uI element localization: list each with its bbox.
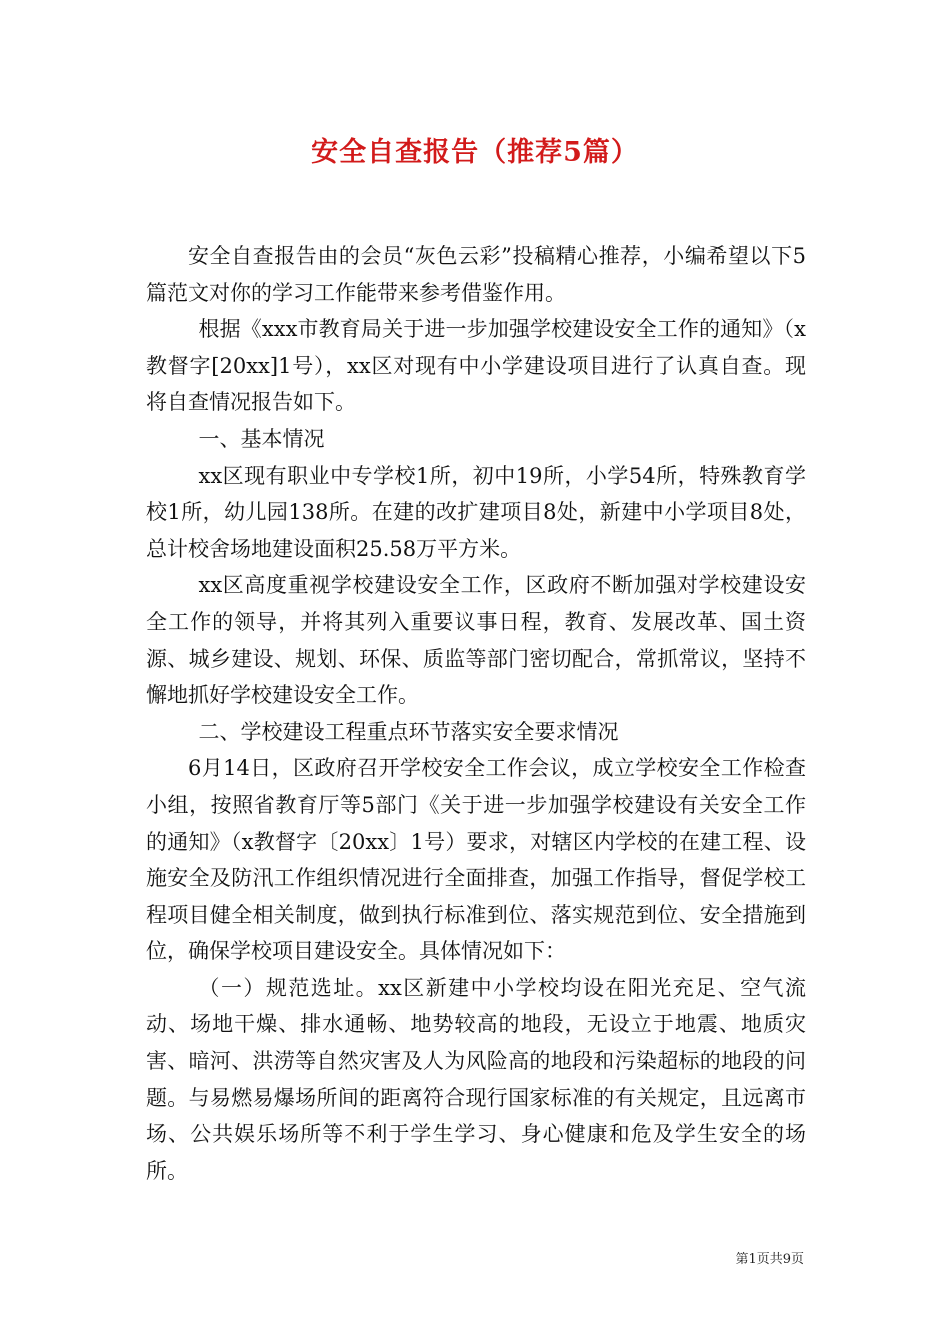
heading-key-links: 二、学校建设工程重点环节落实安全要求情况	[198, 719, 619, 744]
paragraph-site-selection: （一）规范选址。xx区新建中小学校均设在阳光充足、空气流动、场地干燥、排水通畅、地势较高的地段，无设立于地震、地质灾害、暗河、洪涝等自然灾害及人为风险高的地段和污染超标的地段的问题。与易燃易爆场所间的距离符合现行国家标准的有关规定，且远离市场、公共娱乐场所等不利于学生学习、身心健康和危及学生安全的场所。	[146, 975, 806, 1183]
paragraph-school-count: xx区现有职业中专学校1所，初中19所，小学54所，特殊教育学校1所，幼儿园138所。在建的改扩建项目8处，新建中小学项目8处，总计校舍场地建设面积25.58万平方米。	[146, 463, 806, 561]
paragraph-government-attention: xx区高度重视学校建设安全工作，区政府不断加强对学校建设安全工作的领导，并将其列入重要议事日程，教育、发展改革、国土资源、城乡建设、规划、环保、质监等部门密切配合，常抓常议，坚持不懈地抓好学校建设安全工作。	[146, 573, 806, 708]
paragraph-intro: 安全自查报告由的会员“灰色云彩”投稿精心推荐，小编希望以下5篇范文对你的学习工作能带来参考借鉴作用。	[146, 244, 806, 305]
paragraph-basis: 根据《xxx市教育局关于进一步加强学校建设安全工作的通知》（x教督字[20xx]1号），xx区对现有中小学建设项目进行了认真自查。现将自查情况报告如下。	[146, 317, 806, 415]
document-body	[146, 238, 806, 1189]
paragraph-meeting: 6月14日，区政府召开学校安全工作会议，成立学校安全工作检查小组，按照省教育厅等5部门《关于进一步加强学校建设有关安全工作的通知》（x教督字〔20xx〕1号）要求，对辖区内学校的在建工程、设施安全及防汛工作组织情况进行全面排查，加强工作指导，督促学校工程项目健全相关制度，做到执行标准到位、落实规范到位、安全措施到位，确保学校项目建设安全。具体情况如下：	[146, 756, 806, 964]
document-title: 安全自查报告（推荐5篇）	[311, 137, 639, 168]
page-number-footer: 第1页共9页	[735, 1252, 804, 1267]
heading-basic-situation: 一、基本情况	[198, 426, 325, 451]
